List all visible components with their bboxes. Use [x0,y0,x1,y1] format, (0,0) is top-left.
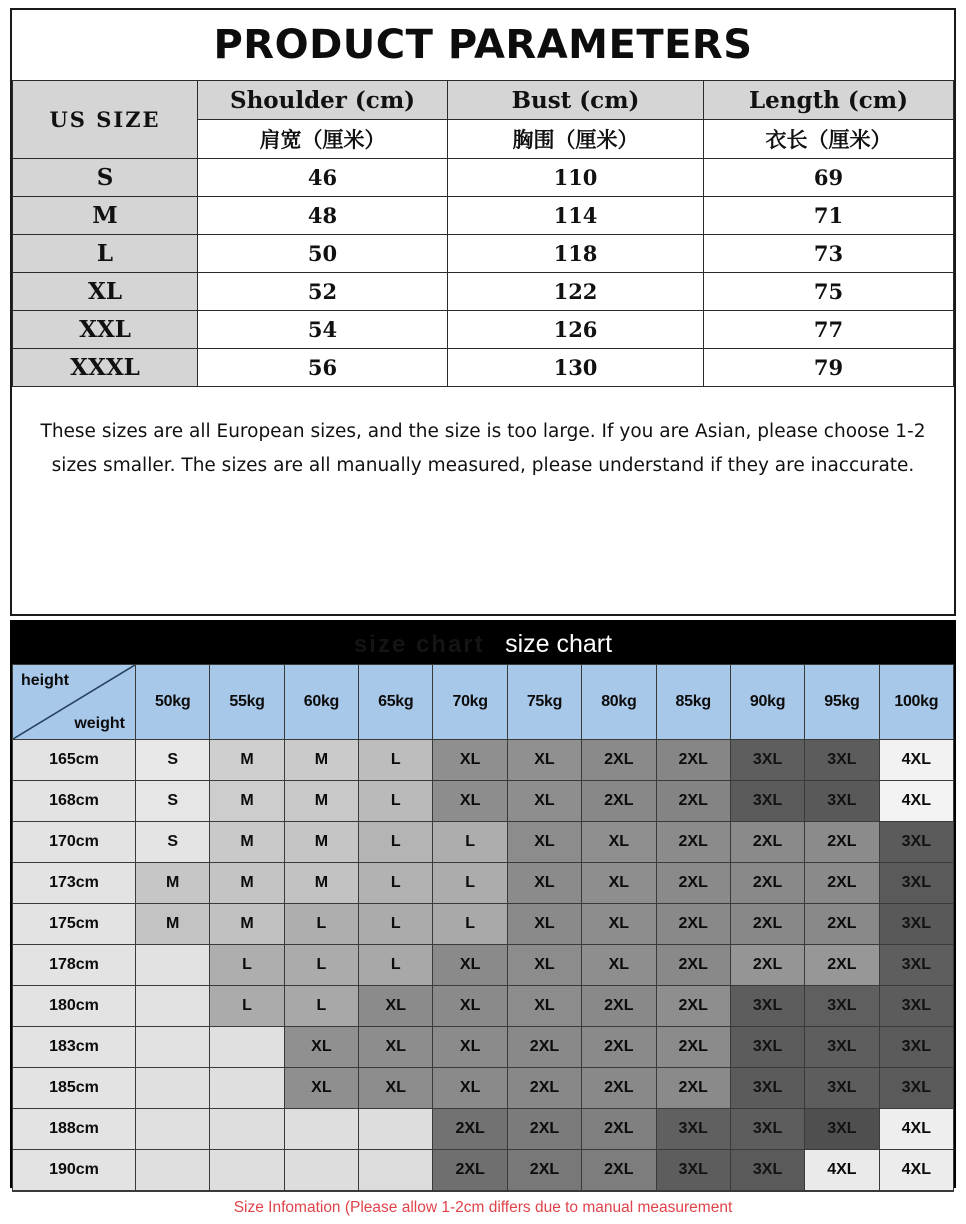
cell-size: 3XL [805,1027,879,1068]
cell-length: 75 [704,273,954,311]
cell-size: L [284,986,358,1027]
cell-bust: 126 [448,311,704,349]
table-header-row [13,81,954,120]
cell-size: 2XL [656,740,730,781]
column-header-weight: 85kg [656,665,730,740]
cell-size: S [136,740,210,781]
cell-height: 185cm [13,1068,136,1109]
cell-size: XL [433,986,507,1027]
table-row [13,945,954,986]
cell-size: 2XL [507,1109,581,1150]
corner-label-height: height [21,672,69,689]
cell-shoulder: 50 [198,235,448,273]
cell-size: 4XL [879,1109,953,1150]
cell-size [136,1109,210,1150]
cell-size: 2XL [433,1109,507,1150]
cell-size: 3XL [805,1109,879,1150]
cell-size: 3XL [730,1150,804,1191]
cell-size: XL [433,1068,507,1109]
column-header-bust-cn: 胸围（厘米） [448,120,704,159]
cell-size: 3XL [879,822,953,863]
banner-ghost-text: size chart [353,631,485,658]
cell-size: XL [582,863,656,904]
cell-us-size: XXXL [13,349,198,387]
column-header-length-en: Length (cm) [704,81,954,120]
table-row [13,1027,954,1068]
cell-size: 2XL [656,1068,730,1109]
cell-size: XL [359,986,433,1027]
cell-size: 2XL [805,822,879,863]
cell-size [284,1109,358,1150]
column-header-shoulder-en: Shoulder (cm) [198,81,448,120]
table-row [13,197,954,235]
cell-height: 183cm [13,1027,136,1068]
cell-size: 3XL [730,1027,804,1068]
column-header-shoulder-cn: 肩宽（厘米） [198,120,448,159]
table-row [13,1068,954,1109]
cell-height: 175cm [13,904,136,945]
column-header-weight: 95kg [805,665,879,740]
cell-size [210,1109,284,1150]
cell-size: XL [507,945,581,986]
cell-size: 3XL [730,1109,804,1150]
cell-size: 2XL [507,1027,581,1068]
cell-size: 3XL [730,1068,804,1109]
cell-size [136,1150,210,1191]
cell-height: 173cm [13,863,136,904]
cell-us-size: XXL [13,311,198,349]
table-row [13,349,954,387]
column-header-bust-en: Bust (cm) [448,81,704,120]
cell-size: 3XL [879,986,953,1027]
cell-size: XL [359,1068,433,1109]
corner-label-weight: weight [74,715,125,732]
cell-size: XL [582,904,656,945]
cell-size: M [210,822,284,863]
cell-size: L [359,945,433,986]
cell-size: M [210,904,284,945]
product-parameters-table [12,80,954,387]
cell-size: XL [507,986,581,1027]
cell-size: XL [507,740,581,781]
cell-size [284,1150,358,1191]
column-header-weight: 90kg [730,665,804,740]
cell-size: 4XL [805,1150,879,1191]
cell-size: S [136,822,210,863]
cell-shoulder: 48 [198,197,448,235]
product-parameters-body [13,159,954,387]
size-chart-footer-note: Size Infomation (Please allow 1-2cm differs due to manual measurement [12,1191,954,1224]
cell-size: 2XL [805,945,879,986]
cell-length: 71 [704,197,954,235]
cell-size: 2XL [656,863,730,904]
cell-size: L [433,863,507,904]
cell-size: 2XL [507,1150,581,1191]
cell-size: L [433,904,507,945]
cell-shoulder: 56 [198,349,448,387]
cell-size: 2XL [805,904,879,945]
cell-size: 3XL [805,986,879,1027]
cell-size: L [359,781,433,822]
cell-size: 3XL [879,1027,953,1068]
size-chart-banner [12,622,954,664]
cell-size: 2XL [656,904,730,945]
cell-size: 3XL [730,740,804,781]
sizing-note: These sizes are all European sizes, and the size is too large. If you are Asian, please choose 1-2 sizes smaller. The sizes are all manually measured, please understand if they are inaccurate. [40,421,926,476]
table-row [13,740,954,781]
cell-size [136,1068,210,1109]
cell-size: M [136,904,210,945]
cell-size: L [284,904,358,945]
cell-size: 2XL [433,1150,507,1191]
cell-size: 2XL [730,863,804,904]
cell-size: 2XL [582,1150,656,1191]
cell-size: 3XL [879,1068,953,1109]
cell-size: XL [582,822,656,863]
cell-height: 188cm [13,1109,136,1150]
cell-size: L [433,822,507,863]
cell-size: XL [284,1068,358,1109]
cell-size: 3XL [730,781,804,822]
cell-size: M [210,740,284,781]
column-header-weight: 55kg [210,665,284,740]
cell-size: XL [507,822,581,863]
cell-size: 2XL [582,1068,656,1109]
cell-size [210,1027,284,1068]
table-row [13,822,954,863]
cell-size: XL [359,1027,433,1068]
cell-size [136,945,210,986]
cell-size: 3XL [879,945,953,986]
cell-size: XL [433,781,507,822]
cell-size: M [284,740,358,781]
column-header-weight: 80kg [582,665,656,740]
height-weight-corner-cell [13,665,136,740]
cell-size [136,1027,210,1068]
cell-shoulder: 52 [198,273,448,311]
cell-size: L [284,945,358,986]
column-header-length-cn: 衣长（厘米） [704,120,954,159]
cell-us-size: L [13,235,198,273]
cell-size: 2XL [582,740,656,781]
cell-size: 2XL [507,1068,581,1109]
column-header-weight: 100kg [879,665,953,740]
table-row [13,863,954,904]
cell-shoulder: 46 [198,159,448,197]
cell-size [136,986,210,1027]
cell-size: 2XL [730,822,804,863]
cell-us-size: S [13,159,198,197]
cell-size: XL [582,945,656,986]
product-parameters-panel [10,8,956,616]
cell-size: 2XL [730,904,804,945]
table-row [13,159,954,197]
cell-size: XL [507,863,581,904]
table-row [13,1150,954,1191]
table-row [13,904,954,945]
cell-us-size: M [13,197,198,235]
size-chart-table [12,664,954,1191]
cell-height: 190cm [13,1150,136,1191]
column-header-us-size: US SIZE [13,81,198,159]
size-chart-panel [10,620,956,1216]
cell-size [359,1150,433,1191]
cell-us-size: XL [13,273,198,311]
cell-height: 180cm [13,986,136,1027]
cell-size: 3XL [656,1109,730,1150]
cell-bust: 130 [448,349,704,387]
table-row [13,311,954,349]
cell-size: M [210,863,284,904]
cell-size: 4XL [879,1150,953,1191]
column-header-weight: 75kg [507,665,581,740]
column-header-weight: 60kg [284,665,358,740]
cell-size: 2XL [656,986,730,1027]
cell-size: M [210,781,284,822]
size-chart-header-row [13,665,954,740]
cell-size: 2XL [656,781,730,822]
cell-bust: 118 [448,235,704,273]
cell-size: XL [507,904,581,945]
table-row [13,273,954,311]
table-row [13,1109,954,1150]
column-header-weight: 70kg [433,665,507,740]
cell-length: 79 [704,349,954,387]
cell-size: XL [433,945,507,986]
cell-size: XL [507,781,581,822]
cell-size: 2XL [656,1027,730,1068]
size-chart-body [13,740,954,1191]
cell-size: 2XL [582,986,656,1027]
cell-size: 3XL [805,740,879,781]
size-chart-title: size chart [505,630,613,658]
cell-size: 2XL [805,863,879,904]
cell-size [210,1150,284,1191]
cell-size: L [359,822,433,863]
cell-size: L [359,863,433,904]
cell-height: 178cm [13,945,136,986]
cell-shoulder: 54 [198,311,448,349]
cell-size: 3XL [656,1150,730,1191]
column-header-weight: 65kg [359,665,433,740]
cell-length: 69 [704,159,954,197]
cell-size: L [210,945,284,986]
cell-size: XL [433,740,507,781]
cell-size [210,1068,284,1109]
cell-size: 3XL [805,1068,879,1109]
cell-bust: 114 [448,197,704,235]
cell-size: XL [433,1027,507,1068]
cell-length: 77 [704,311,954,349]
cell-size: 4XL [879,740,953,781]
cell-size: 2XL [582,1109,656,1150]
cell-size: 3XL [879,904,953,945]
cell-size: L [359,740,433,781]
cell-size: 2XL [582,781,656,822]
cell-length: 73 [704,235,954,273]
cell-size: L [210,986,284,1027]
cell-size: 2XL [656,822,730,863]
cell-bust: 122 [448,273,704,311]
page-title: PRODUCT PARAMETERS [213,22,753,68]
cell-size: M [284,781,358,822]
cell-size: 2XL [582,1027,656,1068]
column-header-weight: 50kg [136,665,210,740]
cell-height: 170cm [13,822,136,863]
cell-size: 4XL [879,781,953,822]
cell-size: 3XL [730,986,804,1027]
cell-bust: 110 [448,159,704,197]
cell-height: 165cm [13,740,136,781]
table-row [13,781,954,822]
cell-size: 2XL [656,945,730,986]
cell-height: 168cm [13,781,136,822]
cell-size: M [136,863,210,904]
table-row [13,986,954,1027]
cell-size [359,1109,433,1150]
cell-size: 3XL [805,781,879,822]
cell-size: XL [284,1027,358,1068]
cell-size: 2XL [730,945,804,986]
cell-size: M [284,822,358,863]
cell-size: M [284,863,358,904]
cell-size: 3XL [879,863,953,904]
cell-size: L [359,904,433,945]
cell-size: S [136,781,210,822]
table-row [13,235,954,273]
